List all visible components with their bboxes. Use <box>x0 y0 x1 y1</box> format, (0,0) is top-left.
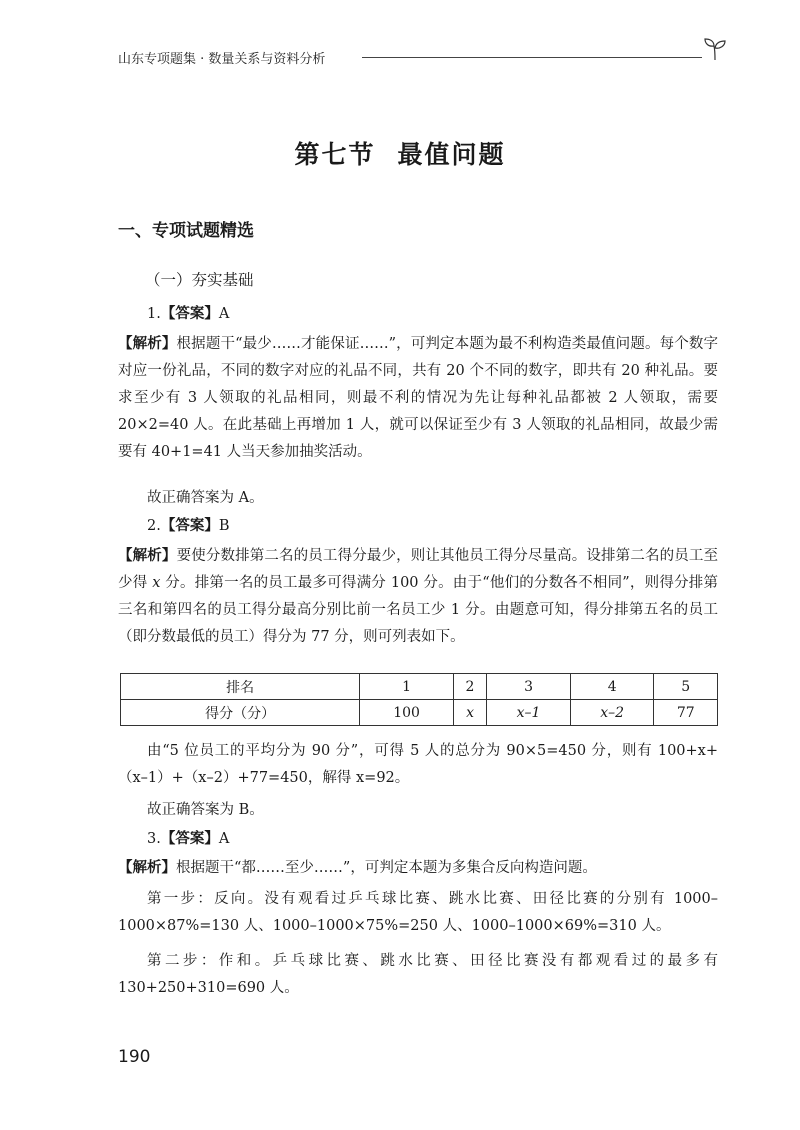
table-cell: 100 <box>360 700 453 726</box>
q3-answer-line: 3.【答案】A <box>147 831 230 847</box>
table-cell: 得分（分） <box>121 700 360 726</box>
table-cell: 5 <box>654 674 718 700</box>
table-cell: x <box>453 700 486 726</box>
table-cell: 77 <box>654 700 718 726</box>
answer-label: 【答案】 <box>160 831 219 847</box>
sprout-icon <box>702 36 728 62</box>
q1-answer-line: 1.【答案】A <box>147 306 230 322</box>
heading-level-1: 一、专项试题精选 <box>118 221 254 241</box>
header-rule <box>362 57 702 58</box>
table-cell: x–1 <box>487 700 571 726</box>
answer-value: A <box>218 306 230 322</box>
score-table <box>120 673 718 726</box>
q2-derivation: 由“5 位员工的平均分为 90 分”，可得 5 人的总分为 90×5=450 分，则有 100+x+（x–1）+（x–2）+77=450，解得 x=92。 <box>118 743 718 786</box>
section-name: 最值问题 <box>397 140 506 169</box>
table-cell: 4 <box>570 674 654 700</box>
answer-value: A <box>218 831 230 847</box>
analysis-label: 【解析】 <box>118 860 176 876</box>
running-title: 山东专项题集 · 数量关系与资料分析 <box>118 52 326 67</box>
q2-analysis: 【解析】要使分数排第二名的员工得分最少，则让其他员工得分尽量高。设排第二名的员工至少得 x 分。排第一名的员工最多可得满分 100 分。由于“他们的分数各不相同”，则得分排第三名和第四名的员工得分最高分别比前一名员工少 1 分。由题意可知，得分排第五名的员工（即分数最低的员工）得分为 77 分，则可列表如下。 <box>118 548 719 645</box>
table-row <box>121 674 718 700</box>
q3-step2: 第二步：作和。乒乓球比赛、跳水比赛、田径比赛没有都观看过的最多有 130+250+310=690 人。 <box>118 953 718 996</box>
analysis-label: 【解析】 <box>118 548 177 564</box>
q3-analysis <box>118 855 718 882</box>
heading-level-2: （一）夯实基础 <box>145 271 254 289</box>
table-cell: 2 <box>453 674 486 700</box>
analysis-text: 根据题干“都……至少……”，可判定本题为多集合反向构造问题。 <box>176 860 597 876</box>
variable-x: x <box>152 575 161 591</box>
answer-value: B <box>218 518 230 534</box>
analysis-text: 根据题干“最少……才能保证……”，可判定本题为最不利构造类最值问题。每个数字对应一份礼品，不同的数字对应的礼品不同，共有 20 个不同的数字，即共有 20 种礼品。要求至少有 3 人领取的礼品相同，则最不利的情况为先让每种礼品都被 2 人领取，需要 20×2=40 人。在此基础上再增加 1 人，就可以保证至少有 3 人领取的礼品相同，故最少需要有 40+1=41 人当天参加抽奖活动。 <box>118 336 718 460</box>
page-number: 190 <box>118 1047 151 1067</box>
table-cell: 3 <box>487 674 571 700</box>
q3-step1: 第一步：反向。没有观看过乒乓球比赛、跳水比赛、田径比赛的分别有 1000–1000×87%=130 人、1000–1000×75%=250 人、1000–1000×69%=310 人。 <box>118 891 718 934</box>
answer-label: 【答案】 <box>160 306 219 322</box>
q2-answer-line: 2.【答案】B <box>147 518 230 534</box>
answer-label: 【答案】 <box>160 518 219 534</box>
q1-analysis <box>118 331 718 466</box>
table-row <box>121 700 718 726</box>
running-header <box>118 44 724 68</box>
table-cell: 1 <box>360 674 453 700</box>
q2-conclusion: 故正确答案为 B。 <box>147 802 264 818</box>
analysis-label: 【解析】 <box>118 336 177 352</box>
section-title <box>0 135 800 171</box>
table-cell: x–2 <box>570 700 654 726</box>
table-cell: 排名 <box>121 674 360 700</box>
q1-conclusion: 故正确答案为 A。 <box>147 490 264 506</box>
section-number: 第七节 <box>294 140 376 169</box>
